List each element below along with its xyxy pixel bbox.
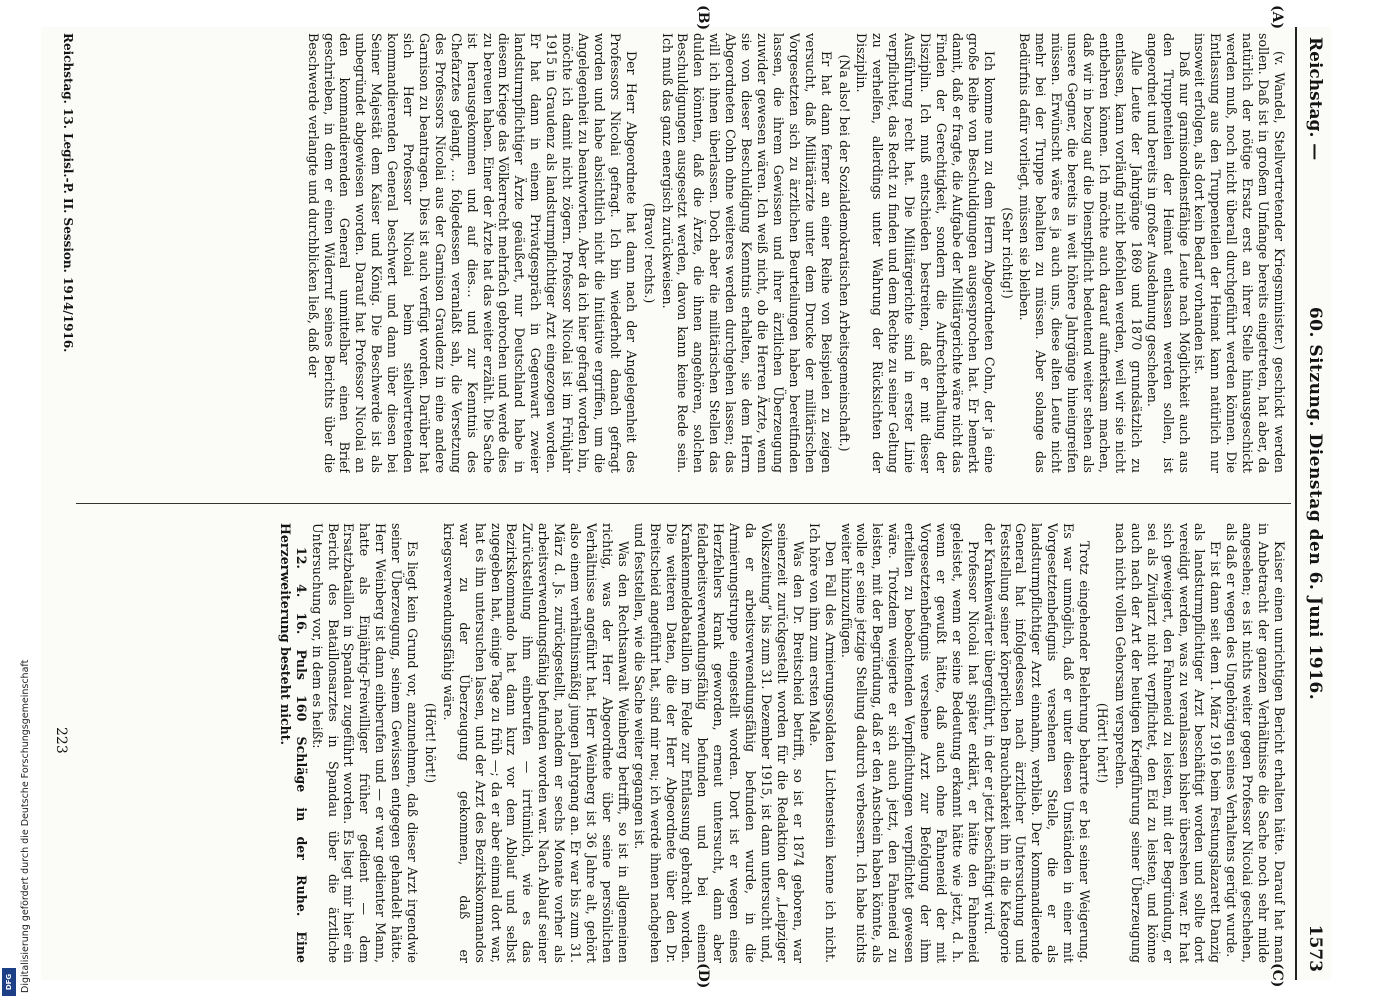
interjection: (Hört! hört!) bbox=[1095, 702, 1111, 784]
paragraph: Alle Leute der Jahrgänge 1869 und 1870 grundsätzlich zu entlassen, kann vorläufig nicht befohlen werden, weil wir sie nicht entbehren können. Ich möchte auch darauf aufmerksam machen, daß wir in bezug auf die Dienstpflicht bedeutend weiter stehen als unsere Gegner, die bereits in weit höhere Jahrgänge hineingreifen müssen. Erwünscht wäre es ja auch uns, diese alten Leute nicht mehr bei der Truppe behalten zu müssen. Aber solange das Bedürfnis dafür vorliegt, müssen sie bleiben. bbox=[1017, 33, 1144, 473]
paragraph: Trotz eingehender Belehrung beharrte er bei seiner Weigerung. Es war unmöglich, daß er unter diesen Umständen in einer mit Vorgesetztenbefugnis versehenen Stelle, die er als landsturmpflichtiger Arzt einnahm, verblieb. Der kommandierende General hat infolgedessen nach ärztlicher Untersuchung und Feststellung seiner körperlichen Brauchbarkeit ihn in die Kategorie der Krankenwärter übergeführt, in der er jetzt beschäftigt wird. bbox=[981, 523, 1093, 963]
header-left: Reichstag. — bbox=[1305, 37, 1325, 161]
margin-mark-d: (D) bbox=[695, 963, 711, 989]
paragraph: (v. Wandel, Stellvertretender Kriegsminister.) geschickt werden sollen. Daß ist in großem Umfange bereits eingetreten, hat aber, da natürlich der nötige Ersatz erst an ihrer Stelle hinausgeschickt werden muß, noch nicht überall durchgeführt werden können. Die Entlassung aus den Truppenteilen der Heimat kann natürlich nur insoweit erfolgen, als dort kein Bedarf vorhanden ist. bbox=[1192, 33, 1287, 473]
footer-page-number: 223 bbox=[53, 727, 69, 754]
footer-imprint: Reichstag. 13. Legisl.-P. II. Session. 1914/1916. bbox=[61, 33, 75, 353]
margin-mark-a: (A) bbox=[1269, 5, 1285, 30]
margin-mark-c: (C) bbox=[1269, 963, 1285, 988]
paragraph: Was den Rechtsanwalt Weinberg betrifft, so ist in allgemeinen richtig, was der Herr Abgeordnete über seine persönlichen Verhältnisse angeführt hat. Herr Weinberg ist 36 Jahre alt, gehört also einem verhältnismäßig jungen Jahrgang an. Er war bis zum 31. März d. Js. zurückgestellt, nachdem er sechs Monate vorher als arbeitsverwendungsfähig befunden worden war. Nach Ablauf seiner Zurückstellung ihm einberufen — irrtümlich, wie es das Bezirkskommando hat dann kurz vor dem Ablauf und selbst zugegeben hat, einige Tage zu früh —; da er aber einmal dort war, hat es ihn untersuchen lassen, und der Arzt des Bezirkskommandos war zu der Überzeugung gekommen, daß er kriegsverwendungsfähig wäre. bbox=[440, 523, 631, 963]
paragraph: Ich komme nun zu dem Herrn Abgeordneten Cohn, der ja eine große Reihe von Beschuldigungen ausgesprochen hat. Er bemerkt damit, daß er fragte, die Aufgabe der Militärgerichte wäre nicht das Finden der Gerechtigkeit, sondern die Aufrechterhaltung der Disziplin. Ich muß entschieden bestreiten, daß er mit dieser Ausführung recht hat. Die Militärgerichte sind in erster Linie verpflichtet, das Recht zu finden und dem Rechte zu seiner Geltung zu verhelfen, allerdings unter Wahrung der Rücksichten der Disziplin. bbox=[854, 33, 997, 473]
paragraph: Er hat dann ferner an einer Reihe von Beispielen zu zeigen versucht, daß Militärärzte unter dem Drucke der militärischen Vorgesetzten sich zu ärztlichen Beurteilungen haben bereitfinden lassen, die ihrem Gewissen und ihrer ärztlichen Überzeugung zuwider gewesen wären. Ich weiß nicht, ob die Herren Ärzte, wenn sie von dieser Beschuldigung Kenntnis erhalten, sie dem Herrn Abgeordneten Cohn ohne weiteres werden durchgehen lassen; das will ich ihnen überlassen. Doch aber die militärischen Stellen das dulden könnten, daß die Ärzte, die ihnen angehören, solchen Beschuldigungen ausgesetzt werden, davon kann keine Rede sein. Ich muß das ganz energisch zurückweisen. bbox=[659, 33, 834, 473]
header-page-number: 1573 bbox=[1305, 924, 1325, 972]
rotated-page bbox=[41, 5, 1331, 989]
page-header bbox=[1295, 27, 1331, 980]
paragraph: Den Fall des Armierungssoldaten Lichtenstein kenne ich nicht. Ich höre von ihm zum ersten Male. bbox=[806, 523, 838, 963]
digitization-note: Digitalisierung gefördert durch die Deutsche Forschungsgemeinschaft bbox=[20, 659, 31, 993]
paragraph: Daß nur garnisondienstfähige Leute nach Möglichkeit auch aus den Truppenteilen der Heimat entlassen werden sollen, ist angeordnet und bereits in großer Ausdehnung geschehen. bbox=[1144, 33, 1192, 473]
left-column bbox=[82, 33, 1287, 473]
column-divider bbox=[76, 503, 1291, 504]
paragraph: Er ist dann seit dem 1. März 1916 beim Festungslazarett Danzig als landsturmpflichtiger Arzt beschäftigt worden und sollte dort vereidigt werden, was zu veranlassen bisher übersehen war. Er hat sich geweigert, den Fahneneid zu leisten, mit der Begründung, er sei als Zivilarzt nicht verpflichtet, den Eid zu leisten, und könne auch nach der Art der heutigen Kriegführung seiner Überzeugung nach nicht vollen Gehorsam versprechen. bbox=[1112, 523, 1224, 963]
margin-mark-b: (B) bbox=[695, 5, 711, 31]
interjection: (Na also! bei der Sozialdemokratischen Arbeitsgemeinschaft.) bbox=[836, 54, 852, 452]
interjection: (Hört! hört!) bbox=[422, 702, 438, 784]
paragraph: Kaiser einen unrichtigen Bericht erhalten hätte. Darauf hat man in Anbetracht der ganzen Verhältnisse die Sache noch sehr milde angesehen; es ist nichts weiter gegen Professor Nicolai geschehen, als daß er wegen des Ungehörigen seines Verhaltens gerügt wurde. bbox=[1224, 523, 1287, 963]
quotation: 12. 4. 16. Puls 160 Schläge in der Ruhe. Eine Herzerweiterung besteht nicht. bbox=[277, 523, 309, 963]
right-column bbox=[82, 523, 1287, 963]
paragraph: Es liegt kein Grund vor, anzunehmen, daß dieser Arzt irgendwie seiner Überzeugung, seinem Gewissen entgegen gehandelt hätte. Herr Weinberg ist dann einberufen und — er war gedienter Mann, hatte als Einjährig-Freiwilliger früher gedient — dem Ersatzbataillon in Spandau zugeführt worden. Es liegt mir hier ein Bericht des Bataillonsarztes in Spandau über die ärztliche Untersuchung vor, in dem es heißt: bbox=[309, 523, 421, 963]
paragraph: Der Herr Abgeordnete hat dann nach der Angelegenheit des Professors Nicolai gefragt. Ich bin wiederholt danach gefragt worden und habe absichtlich nicht die Initiative ergriffen, um die Angelegenheit zu beantworten. Aber da ich hier gefragt worden bin, möchte ich damit nicht zögern. Professor Nicolai ist im Frühjahr 1915 in Graudenz als landsturmpflichtiger Arzt eingezogen worden. Er hat dann in einem Privatgespräch in Gegenwart zweier landsturmpflichtiger Ärzte geäußert, nur Deutschland habe in diesem Kriege das Völkerrecht mehrfach gebrochen und werde dies zu bereuen haben. Einer der Ärzte hat das weiter erzählt. Die Sache ist herausgekommen und auf dies… und zur Kenntnis des Chefarztes gelangt, … folgedessen veranlaßt sah, die Versetzung des Professors Nicolai aus der Garnison Graudenz in eine andere Garnison zu beantragen. Dies ist auch verfügt worden. Darüber hat sich Herr Professor Nicolai beim stellvertretenden kommandierenden General beschwert und dann über diesen bei Seiner Majestät dem Kaiser und König. Die Beschwerde ist als unbegründet abgewiesen worden. Darauf hat Professor Nicolai an den kommandierenden General unmittelbar einen Brief geschrieben, in dem er einen Widerruf seines Berichts über die Beschwerde verlangte und durchblicken ließ, daß der bbox=[305, 33, 639, 473]
paragraph: Professor Nicolai hat später erklärt, er hätte den Fahneneid geleistet, wenn er seine Bedeutung erkannt hätte wie jetzt, d. h. wenn er gewußt hätte, daß auch ohne Fahneneid der mit Vorgesetztenbefugnis versehene Arzt zur Befolgung der ihm erteilten zu beobachtenden Verpflichtungen verpflichtet gewesen wäre. Trotzdem weigerte er sich auch jetzt, den Fahneneid zu leisten, mit der Begründung, daß er den Anschein haben könnte, als wolle er seine jetzige Stellung dadurch verbessern. Ich habe nichts weiter hinzuzufügen. bbox=[838, 523, 981, 963]
paragraph: Was den Dr. Breitscheid betrifft, so ist er 1874 geboren, war seinerzeit zurückgestellt worden für die Redaktion der „Leipziger Volkszeitung“ bis zum 31. Dezember 1915, ist dann untersucht und, da er arbeitsverwendungsfähig befunden wurde, in die Armierungstruppe eingestellt worden. Dort ist er wegen eines Herzfehlers krank geworden, erneut untersucht, dann aber feldarbeitsverwendungsfähig befunden und bei einem Krankenmeldebataillon im Felde zur Entlassung gebracht worden. Die weiteren Daten, die der Herr Abgeordnete über den Dr. Breitscheid angeführt hat, sind mir neu; ich werde ihnen nachgehen und feststellen, wie die Sache weiter gegangen ist. bbox=[631, 523, 806, 963]
header-center: 60. Sitzung. Dienstag den 6. Juni 1916. bbox=[1305, 306, 1325, 701]
interjection: (Bravo! rechts.) bbox=[641, 202, 657, 304]
interjection: (Sehr richtig!) bbox=[999, 207, 1015, 299]
dfg-logo: DFG bbox=[2, 968, 16, 996]
